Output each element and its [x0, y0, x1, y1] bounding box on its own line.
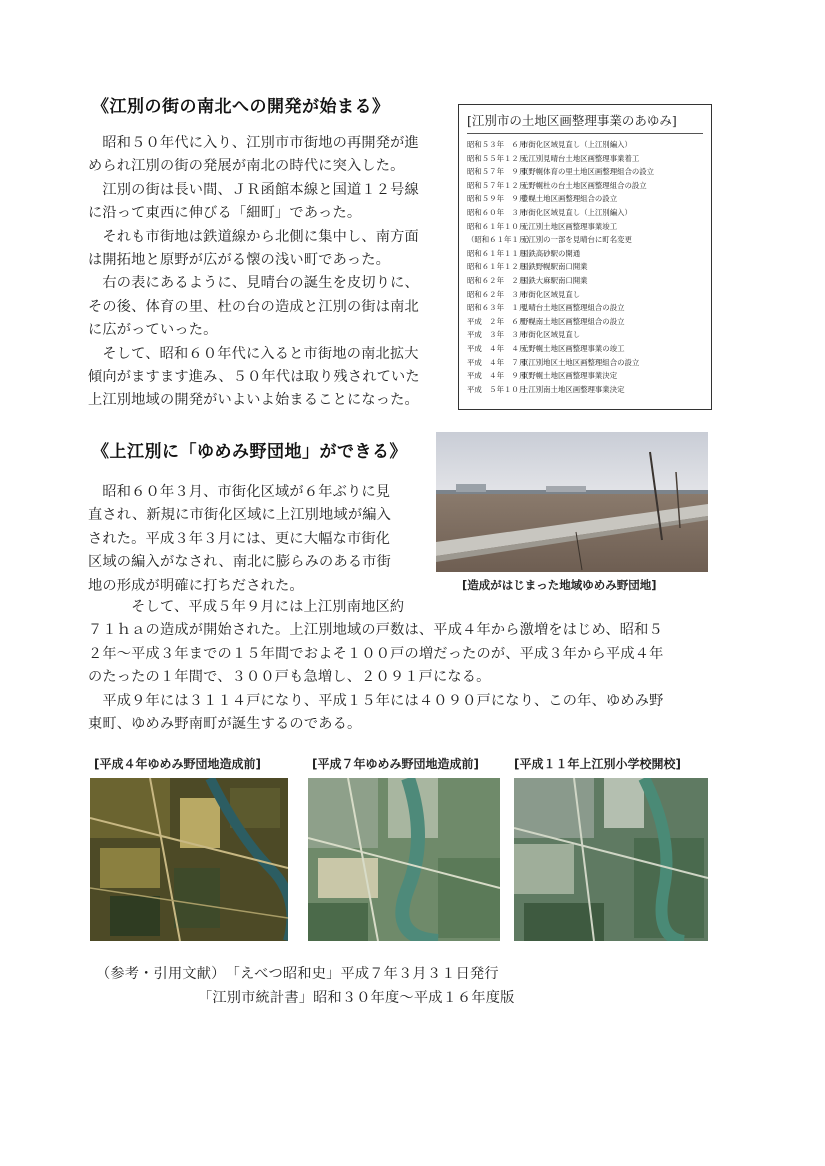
timeline-title: [江別市の土地区画整理事業のあゆみ] — [467, 111, 703, 134]
timeline-row — [467, 233, 703, 247]
timeline-date: 平成 ５年１０月 — [467, 384, 527, 394]
timeline-date: 昭和５７年 ９月 — [467, 167, 527, 177]
paragraph-line: に沿って東西に伸びる「細町」であった。 — [88, 205, 362, 222]
paragraph-line: そして、昭和６０年代に入ると市街地の南北拡大 — [88, 345, 419, 362]
timeline-event: 元江別の一部を見晴台に町名変更 — [521, 235, 632, 245]
timeline-date: 昭和６０年 ３月 — [467, 207, 527, 217]
section1-heading: 《江別の街の南北への開発が始まる》 — [92, 97, 390, 117]
timeline-date: 平成 ３年 ３月 — [467, 330, 527, 340]
section2-heading: 《上江別に「ゆめみ野団地」ができる》 — [92, 442, 407, 462]
timeline-row — [467, 274, 703, 288]
timeline-date: 昭和５５年１２月 — [467, 153, 527, 163]
timeline-row — [467, 152, 703, 166]
timeline-date: 平成 ４年 ９月 — [467, 371, 527, 381]
section2-body-wide — [88, 596, 664, 736]
timeline-event: 野幌南土地区画整理組合の設立 — [521, 316, 625, 326]
timeline-event: 見晴台土地区画整理組合の設立 — [521, 303, 625, 313]
aerial-photo-1992 — [90, 778, 288, 941]
timeline-row — [467, 342, 703, 356]
timeline-row — [467, 138, 703, 152]
timeline-event: 元野幌杜の台土地区画整理組合の設立 — [521, 180, 647, 190]
timeline-event: 東野幌体育の里土地区画整理組合の設立 — [521, 167, 655, 177]
paragraph-line: 直され、新規に市街化区域に上江別地域が編入 — [88, 507, 391, 524]
aerial-photo-1999 — [514, 778, 708, 941]
paragraph-line: 地の形成が明確に打ちだされた。 — [88, 577, 304, 594]
paragraph-line: された。平成３年３月には、更に大幅な市街化 — [88, 530, 391, 547]
timeline-row — [467, 315, 703, 329]
timeline-event: 豊幌土地区画整理組合の設立 — [521, 194, 618, 204]
timeline-date: 昭和６２年 ２月 — [467, 275, 527, 285]
timeline-date: 昭和６１年１１月 — [467, 248, 527, 258]
timeline-event: 国鉄大麻駅南口開業 — [521, 275, 588, 285]
timeline-date: （昭和６１年１月） — [467, 235, 534, 245]
paragraph-line: 昭和６０年３月、市街化区域が６年ぶりに見 — [88, 484, 391, 500]
timeline-event: 上江別南土地区画整理事業決定 — [521, 384, 625, 394]
timeline-event: 国鉄高砂駅の開通 — [521, 248, 581, 258]
aerial-photo-1995 — [308, 778, 500, 941]
paragraph-line: ２年～平成３年までの１５年間でおよそ１００戸の増だったのが、平成３年から平成４年 — [88, 645, 664, 662]
paragraph-line: ７１ｈａの造成が開始された。上江別地域の戸数は、平成４年から激増をはじめ、昭和５ — [88, 622, 663, 639]
timeline-event: 東江別地区土地区画整理組合の設立 — [521, 357, 640, 367]
aerial-caption-2: [平成７年ゆめみ野団地造成前] — [312, 757, 479, 771]
paragraph-line: その後、体育の里、杜の台の造成と江別の街は南北 — [88, 298, 419, 315]
timeline-row — [467, 288, 703, 302]
paragraph-line: 昭和５０年代に入り、江別市市街地の再開発が進 — [88, 135, 419, 151]
paragraph-line: 区域の編入がなされ、南北に膨らみのある市街 — [88, 554, 391, 571]
timeline-event: 市街化区域見直し（上江別編入） — [521, 140, 632, 149]
timeline-event: 市街化区域見直し — [521, 289, 581, 299]
timeline-row — [467, 356, 703, 370]
paragraph-line: 江別の街は長い間、ＪＲ函館本線と国道１２号線 — [88, 181, 419, 198]
aerial-caption-3: [平成１１年上江別小学校開校] — [514, 757, 681, 771]
timeline-row — [467, 383, 703, 397]
timeline-event: 東野幌土地区画整理事業決定 — [521, 371, 618, 381]
paragraph-line: 東町、ゆめみ野南町が誕生するのである。 — [88, 716, 362, 733]
timeline-event: 元江別見晴台土地区画整理事業着工 — [521, 153, 640, 163]
timeline-row — [467, 369, 703, 383]
paragraph-line: それも市街地は鉄道線から北側に集中し、南方面 — [88, 228, 419, 245]
paragraph-line: 傾向がますます進み、５０年代は取り残されていた — [88, 369, 420, 386]
paragraph-line: のたったの１年間で、３００戸も急増し、２０９１戸になる。 — [88, 669, 491, 686]
timeline-row — [467, 165, 703, 179]
timeline-date: 昭和５３年 ６月 — [467, 140, 527, 149]
construction-photo — [436, 432, 708, 572]
timeline-date: 昭和６１年１０月 — [467, 221, 527, 231]
reference-line-2: 「江別市統計書」昭和３０年度～平成１６年度版 — [198, 990, 515, 1006]
timeline-row — [467, 179, 703, 193]
timeline-event: 元野幌土地区画整理事業の竣工 — [521, 343, 625, 353]
timeline-date: 昭和６１年１２月 — [467, 262, 527, 272]
timeline-row — [467, 301, 703, 315]
timeline-date: 昭和６２年 ３月 — [467, 289, 527, 299]
paragraph-line: そして、平成５年９月には上江別南地区約 — [88, 599, 405, 615]
timeline-row — [467, 260, 703, 274]
timeline-date: 平成 ２年 ６月 — [467, 316, 527, 326]
construction-photo-caption: [造成がはじまった地域ゆめみ野団地] — [462, 578, 657, 592]
reference-line-1: （参考・引用文献） 「えべつ昭和史」平成７年３月３１日発行 — [96, 966, 499, 982]
section1-body — [88, 132, 420, 413]
timeline-box — [458, 104, 712, 410]
paragraph-line: められ江別の街の発展が南北の時代に突入した。 — [88, 158, 405, 175]
timeline-event: 国鉄野幌駅南口開業 — [521, 262, 588, 272]
timeline-row — [467, 192, 703, 206]
timeline-row — [467, 220, 703, 234]
paragraph-line: 右の表にあるように、見晴台の誕生を皮切りに、 — [88, 275, 419, 292]
timeline-event: 市街化区域見直し — [521, 330, 581, 340]
timeline-event: 元江別土地区画整理事業竣工 — [521, 221, 618, 231]
paragraph-line: 上江別地域の開発がいよいよ始まることになった。 — [88, 392, 419, 409]
timeline-date: 昭和６３年 １月 — [467, 303, 527, 313]
timeline-date: 平成 ４年 ７月 — [467, 357, 527, 367]
timeline-date: 昭和５９年 ９月 — [467, 194, 527, 204]
aerial-caption-1: [平成４年ゆめみ野団地造成前] — [94, 757, 261, 771]
timeline-date: 昭和５７年１２月 — [467, 180, 527, 190]
timeline-list — [467, 138, 703, 396]
timeline-event: 市街化区域見直し（上江別編入） — [521, 207, 632, 217]
paragraph-line: 平成９年には３１１４戸になり、平成１５年には４０９０戸になり、この年、ゆめみ野 — [88, 692, 664, 709]
section2-body-narrow — [88, 481, 391, 598]
timeline-row — [467, 206, 703, 220]
paragraph-line: に広がっていった。 — [88, 322, 218, 339]
paragraph-line: は開拓地と原野が広がる懐の浅い町であった。 — [88, 252, 390, 269]
timeline-date: 平成 ４年 ４月 — [467, 343, 527, 353]
timeline-row — [467, 328, 703, 342]
timeline-row — [467, 247, 703, 261]
